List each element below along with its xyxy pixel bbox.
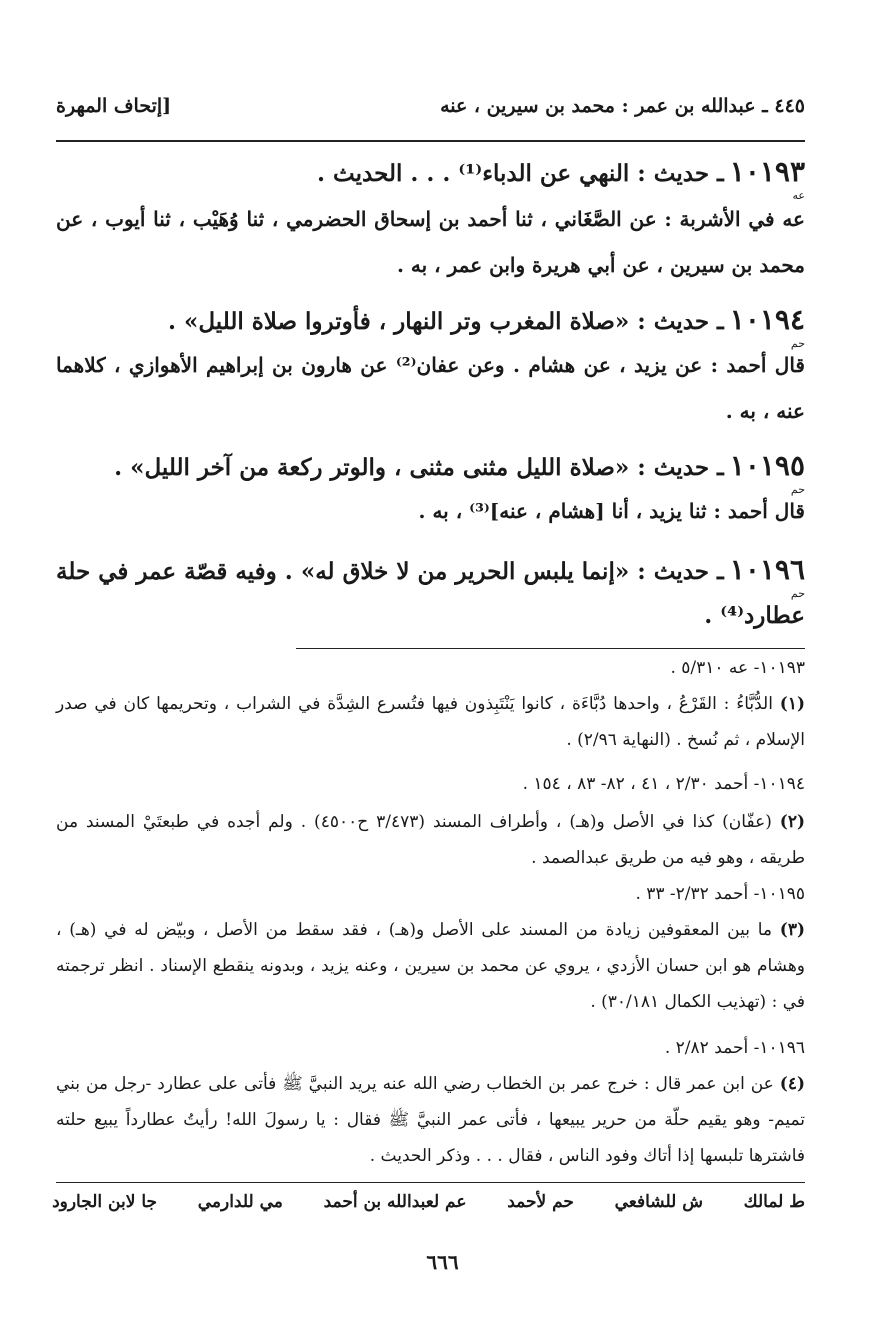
- entry-number: ١٠١٩٦: [729, 553, 805, 586]
- footnote-rule: [296, 648, 805, 649]
- footnote-ref: (٤): [779, 1074, 805, 1094]
- footnote-text: ما بين المعقوفين زيادة من المسند على الأصل و(هـ) ، فقد سقط من الأصل ، وبيّض له في (هـ) ، وهشام هو ابن حسان الأزدي ، يروي عن محمد بن سيرين ، وعنه يزيد ، وبدونه ينقطع الإسناد . انظر ترجمته في : (تهذيب الكمال ٣٠/١٨١) .: [56, 920, 805, 1012]
- abbreviation: حم لأحمد: [507, 1192, 574, 1212]
- footnote-ref: (١): [779, 694, 805, 714]
- header-rule: [56, 140, 805, 142]
- source-code: عه: [792, 189, 805, 202]
- footnote-ref: (٢): [779, 812, 805, 832]
- entry-title: [56, 548, 805, 638]
- entry-title-text: ـ حديث : «صلاة المغرب وتر النهار ، فأوتروا صلاة الليل» .: [167, 308, 724, 335]
- entry-title-text: ـ حديث : «صلاة الليل مثنى مثنى ، والوتر ركعة من آخر الليل» .: [114, 454, 724, 481]
- abbreviation: ش للشافعي: [614, 1192, 703, 1212]
- footnote-text: ١٠١٩٣- عه ٥/٣١٠ .: [670, 658, 805, 678]
- entry-chain: قال أحمد : عن يزيد ، عن هشام . وعن عفان⁽²⁾ عن هارون بن إبراهيم الأهوازي ، كلاهما عنه ، به .: [56, 353, 805, 423]
- footnote-text: ١٠١٩٥- أحمد ٢/٣٢- ٣٣ .: [635, 884, 805, 904]
- entry-title: [56, 152, 805, 194]
- footnote-text: (عفّان) كذا في الأصل و(هـ) ، وأطراف المسند (٣/٤٧٣ ح٤٥٠٠) . ولم أجده في طبعتَيْ المسند من طريقه ، وهو فيه من طريق عبدالصمد .: [56, 812, 805, 868]
- hadith-entry: [56, 152, 805, 288]
- hadith-entry: [56, 300, 805, 434]
- source-code: حم: [790, 587, 805, 600]
- footnote-text: ١٠١٩٤- أحمد ٢/٣٠ ، ٤١ ، ٨٢- ٨٣ ، ١٥٤ .: [522, 774, 805, 794]
- footnote-text: عن ابن عمر قال : خرج عمر بن الخطاب رضي الله عنه يريد النبيَّ ﷺ فأتى على عطارد -رجل من بني تميم- وهو يقيم حلّة من حرير يبيعها ، فأتى عمر النبيَّ ﷺ فقال : يا رسولَ الله! رأيتُ عطارداً يبيع حلته فاشترها تلبسها إذا أتاك وفود الناس ، فقال . . . وذكر الحديث .: [56, 1074, 805, 1166]
- header-book-title: [إتحاف المهرة: [56, 95, 172, 117]
- running-header: [56, 88, 805, 124]
- entry-number: ١٠١٩٣: [729, 155, 805, 188]
- abbreviation: عم لعبدالله بن أحمد: [323, 1192, 467, 1212]
- entry-chain: قال أحمد : ثنا يزيد ، أنا [هشام ، عنه]⁽³⁾ ، به .: [418, 499, 805, 523]
- hadith-entry: [56, 548, 805, 638]
- hadith-entry: [56, 446, 805, 534]
- abbreviations-rule: [56, 1182, 805, 1183]
- footnote: [56, 650, 805, 686]
- footnote: [56, 804, 805, 876]
- footnote: [56, 1030, 805, 1066]
- footnote: [56, 876, 805, 912]
- source-code: حم: [790, 483, 805, 496]
- footnote: [56, 912, 805, 1020]
- footnote-ref: (٣): [779, 920, 805, 940]
- entry-number: ١٠١٩٥: [729, 449, 805, 482]
- abbreviations-key: [52, 1192, 805, 1212]
- page-number: ٦٦٦: [426, 1250, 459, 1274]
- abbreviation: مي للدارمي: [197, 1192, 283, 1212]
- entry-title: [56, 300, 805, 342]
- entry-title-text: ـ حديث : النهي عن الدباء⁽¹⁾ . . . الحديث .: [317, 160, 724, 187]
- footnote-text: الدُّبَّاءُ : القَرْعُ ، واحدها دُبَّاءَة ، كانوا يَنْتَبِذون فيها فتُسرع الشِدَّة في الشراب ، وتحريمها كان في صدر الإسلام ، ثم نُسخ . (النهاية ٢/٩٦) .: [56, 694, 805, 750]
- source-code: حم: [790, 337, 805, 350]
- entry-title-text: ـ حديث : «إنما يلبس الحرير من لا خلاق له» . وفيه قصّة عمر في حلة عطارد⁽⁴⁾ .: [56, 558, 805, 629]
- header-chapter-title: ٤٤٥ ـ عبدالله بن عمر : محمد بن سيرين ، عنه: [440, 95, 805, 117]
- footnote-text: ١٠١٩٦- أحمد ٢/٨٢ .: [664, 1038, 805, 1058]
- footnote: [56, 766, 805, 802]
- entry-number: ١٠١٩٤: [729, 303, 805, 336]
- entry-title: [56, 446, 805, 488]
- abbreviation: جا لابن الجارود: [52, 1192, 158, 1212]
- footnote: [56, 686, 805, 758]
- footnote: [56, 1066, 805, 1174]
- entry-chain: عه في الأشربة : عن الصَّغَاني ، ثنا أحمد بن إسحاق الحضرمي ، ثنا وُهَيْب ، ثنا أيوب ، عن محمد بن سيرين ، عن أبي هريرة وابن عمر ، به .: [56, 207, 805, 277]
- abbreviation: ط لمالك: [743, 1192, 805, 1212]
